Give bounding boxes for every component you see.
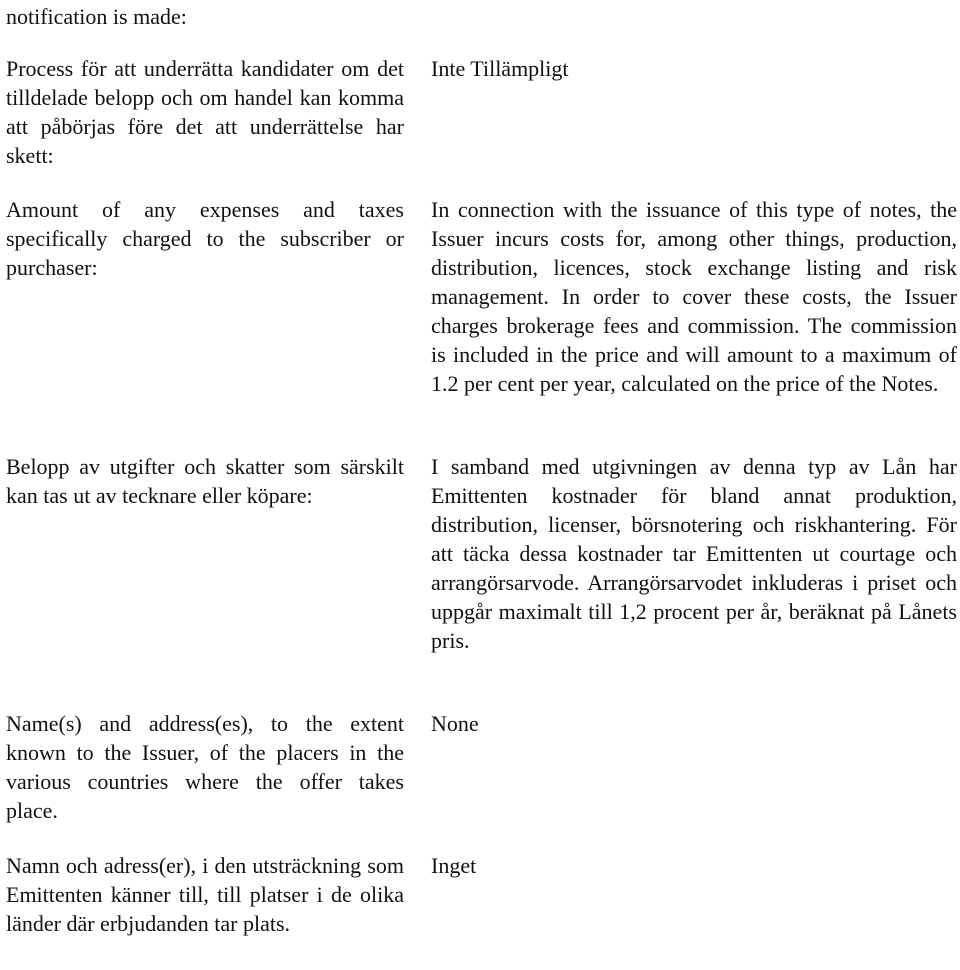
row-3-label: Belopp av utgifter och skatter som särskilt kan tas ut av tecknare eller köpare: (6, 454, 404, 508)
row-2-label: Amount of any expenses and taxes specifically charged to the subscriber or purchaser: (6, 197, 404, 280)
row-3-value: I samband med utgivningen av denna typ av Lån har Emittenten kostnader för bland annat produktion, distribution, licenser, börsnotering och riskhantering. För att täcka dessa kostnader tar Emittenten ut courtage och arrangörsarvode. Arrangörsarvodet inkluderas i priset och uppgår maximalt till 1,2 procent per år, beräknat på Lånets pris. (431, 454, 957, 653)
row-5-value: Inget (431, 853, 477, 878)
row-2-value: In connection with the issuance of this type of notes, the Issuer incurs costs for, among other things, production, distribution, licences, stock exchange listing and risk management. In order to cover these costs, the Issuer charges brokerage fees and commission. The commission is included in the price and will amount to a maximum of 1.2 per cent per year, calculated on the price of the Notes. (431, 197, 957, 396)
row-4-label: Name(s) and address(es), to the extent known to the Issuer, of the placers in the various countries where the offer takes place. (6, 711, 404, 823)
row-5-label: Namn och adress(er), i den utsträckning som Emittenten känner till, till platser i de olika länder där erbjudanden tar plats. (6, 853, 404, 936)
row-1-label: Process för att underrätta kandidater om det tilldelade belopp och om handel kan komma att påbörjas före det att underrättelse har skett: (6, 56, 404, 168)
row-1-value: Inte Tillämpligt (431, 56, 569, 81)
row-4-value: None (431, 711, 479, 736)
row-0-label: notification is made: (6, 4, 187, 29)
